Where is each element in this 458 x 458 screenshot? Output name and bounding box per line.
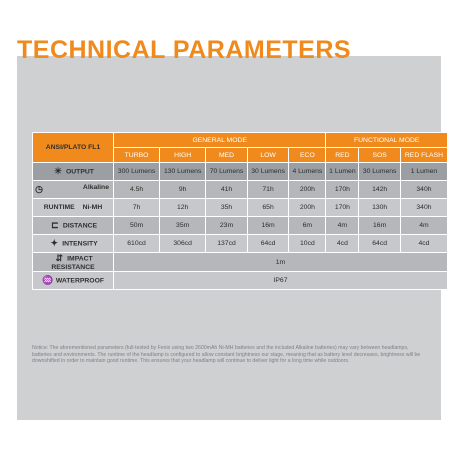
beam-distance-icon: ⊏ <box>51 220 59 230</box>
runtime-label: RUNTIME <box>43 204 75 211</box>
mode-med: MED <box>218 151 235 159</box>
output-cell: 30 Lumens <box>359 163 401 181</box>
intensity-cell: 4cd <box>400 235 447 253</box>
intensity-cell: 64cd <box>247 235 289 253</box>
output-cell: 70 Lumens <box>206 163 248 181</box>
runtime-alkaline-cell: 142h <box>359 181 401 199</box>
runtime-alkaline-cell: 9h <box>160 181 206 199</box>
impact-value: 1m <box>114 253 448 272</box>
output-cell: 130 Lumens <box>160 163 206 181</box>
functional-mode-label: FUNCTIONAL MODE <box>353 136 420 144</box>
notice-text: Notice: The aforementioned parameters (full-tested by Fenix using two 2600mAh Ni-MH batteries and the included Alkaline batteries) may vary between headlamps, batteries and environments. The runtime of the headlamp is configured to allow constant brightness our stage, meaning that as battery level decreases, brightness will be downshifted in order to maintain good runtime. This ensures that your headlamp will continue to deliver light for a long time while outdoors. <box>32 345 421 364</box>
spec-table <box>32 132 448 290</box>
intensity-cell: 610cd <box>114 235 160 253</box>
sun-rays-icon: ☀ <box>54 166 63 176</box>
mode-sos: SOS <box>372 151 387 159</box>
runtime-nimh-cell: 12h <box>160 199 206 217</box>
clock-icon: ◷ <box>35 184 43 194</box>
alkaline-label: Alkaline <box>82 184 109 191</box>
runtime-alkaline-cell: 41h <box>206 181 248 199</box>
runtime-nimh-cell: 170h <box>326 199 359 217</box>
distance-cell: 6m <box>289 217 326 235</box>
impact-label: IMPACT RESISTANCE <box>51 255 95 271</box>
intensity-cell: 4cd <box>326 235 359 253</box>
distance-cell: 4m <box>326 217 359 235</box>
runtime-nimh-cell: 7h <box>114 199 160 217</box>
runtime-nimh-cell: 200h <box>289 199 326 217</box>
distance-cell: 16m <box>247 217 289 235</box>
runtime-nimh-cell: 65h <box>247 199 289 217</box>
impact-arrows-icon: ⇵ <box>55 253 64 263</box>
output-cell: 300 Lumens <box>114 163 160 181</box>
waterproof-drops-icon: ♒ <box>42 275 54 285</box>
mode-low: LOW <box>260 151 276 159</box>
model-label: ANSI/PLATO FL1 <box>45 144 101 151</box>
page-title: TECHNICAL PARAMETERS <box>17 36 352 64</box>
runtime-alkaline-cell: 71h <box>247 181 289 199</box>
intensity-label: INTENSITY <box>62 240 98 248</box>
mode-turbo: TURBO <box>124 151 149 159</box>
runtime-alkaline-cell: 4.5h <box>114 181 160 199</box>
runtime-alkaline-cell: 340h <box>400 181 447 199</box>
intensity-cell: 10cd <box>289 235 326 253</box>
distance-cell: 4m <box>400 217 447 235</box>
runtime-alkaline-cell: 170h <box>326 181 359 199</box>
distance-cell: 35m <box>160 217 206 235</box>
intensity-star-icon: ✦ <box>50 238 59 248</box>
nimh-label: Ni-MH <box>82 204 103 211</box>
intensity-cell: 64cd <box>359 235 401 253</box>
mode-eco: ECO <box>300 151 315 159</box>
distance-cell: 16m <box>359 217 401 235</box>
runtime-nimh-cell: 130h <box>359 199 401 217</box>
output-label: OUTPUT <box>65 168 94 176</box>
output-cell: 1 Lumen <box>400 163 447 181</box>
waterproof-value: IP67 <box>114 272 448 290</box>
output-cell: 1 Lumen <box>326 163 359 181</box>
mode-red: RED <box>335 151 350 159</box>
distance-label: DISTANCE <box>62 222 98 230</box>
distance-cell: 23m <box>206 217 248 235</box>
output-cell: 4 Lumens <box>289 163 326 181</box>
runtime-nimh-cell: 35h <box>206 199 248 217</box>
distance-cell: 50m <box>114 217 160 235</box>
intensity-cell: 306cd <box>160 235 206 253</box>
runtime-alkaline-cell: 200h <box>289 181 326 199</box>
waterproof-label: WATERPROOF <box>55 277 105 285</box>
runtime-nimh-cell: 340h <box>400 199 447 217</box>
mode-high: HIGH <box>174 151 192 159</box>
intensity-cell: 137cd <box>206 235 248 253</box>
general-mode-label: GENERAL MODE <box>192 136 247 144</box>
output-cell: 30 Lumens <box>247 163 289 181</box>
mode-red-flash: RED FLASH <box>404 151 444 159</box>
